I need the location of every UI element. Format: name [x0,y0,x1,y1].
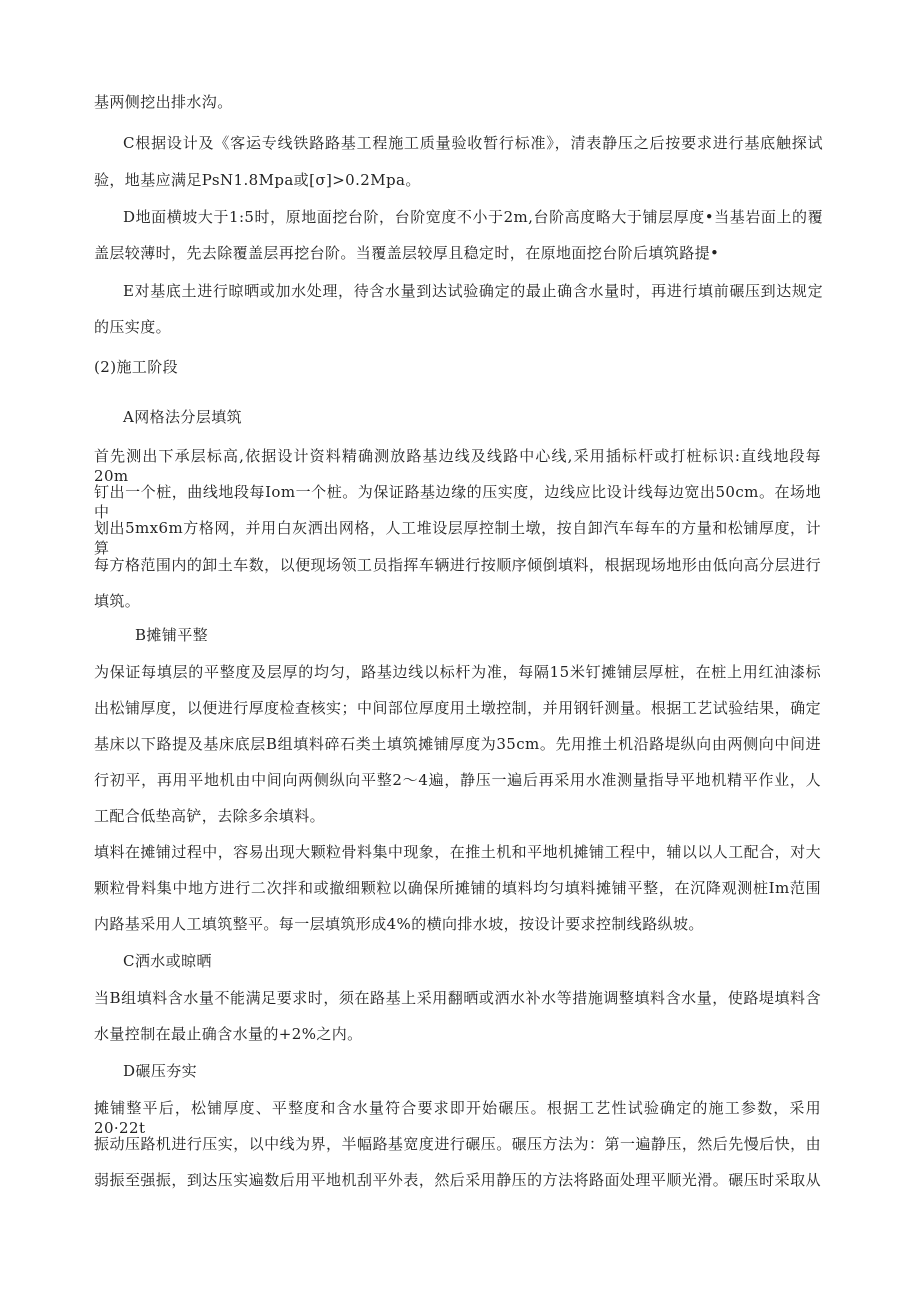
text-line: 当B组填料含水量不能满足要求时，须在路基上采用翻晒或洒水补水等措施调整填料含水量，使路堤填料含 [94,989,821,1007]
subsection-heading: A网格法分层填筑 [123,408,243,426]
text-line: E对基底土进行晾晒或加水处理，待含水量到达试验确定的最止确含水量时，再进行填前碾压到达规定 [123,282,823,300]
text-line: C根据设计及《客运专线铁路路基工程施工质量验收暂行标准》，清表静压之后按要求进行基底触探试 [123,134,823,152]
text-line: 振动压路机进行压实，以中线为界，半幅路基宽度进行碾压。碾压方法为：第一遍静压，然后先慢后快，由 [94,1135,821,1153]
text-line: 每方格范围内的卸土车数，以便现场领工员指挥车辆进行按顺序倾倒填料，根据现场地形由低向高分层进行 [94,556,821,574]
text-line: 基两侧挖出排水沟。 [94,93,233,111]
subsection-heading: D碾压夯实 [123,1062,198,1080]
text-line: 的压实度。 [94,318,172,336]
text-line: 钉出一个桩，曲线地段每Iom一个桩。为保证路基边缘的压实度，边线应比设计线每边宽出50cm。在场地中 [94,483,821,521]
text-line: 验，地基应满足PsN1.8Mpa或[σ]>0.2Mpa。 [94,171,421,189]
text-line: 首先测出下承层标高,依据设计资料精确测放路基边线及线路中心线,采用插标杆或打桩标识:直线地段每20m [94,447,821,485]
section-heading: (2)施工阶段 [94,358,179,376]
text-line: 出松铺厚度，以便进行厚度检查核实；中间部位厚度用土墩控制，并用钢钎测量。根据工艺试验结果，确定 [94,699,821,717]
text-line: 填筑。 [94,592,141,610]
text-line: 颗粒骨料集中地方进行二次拌和或撤细颗粒以确保所摊铺的填料均匀填料摊铺平整，在沉降观测桩Im范围 [94,879,821,897]
text-line: 基床以下路提及基床底层B组填料碎石类土填筑摊铺厚度为35cm。先用推土机沿路堤纵向由两侧向中间进 [94,735,821,753]
text-line: 盖层较薄时，先去除覆盖层再挖台阶。当覆盖层较厚且稳定时，在原地面挖台阶后填筑路提• [94,244,720,262]
text-line: 行初平，再用平地机由中间向两侧纵向平整2～4遍，静压一遍后再采用水准测量指导平地机精平作业，人 [94,771,821,789]
text-line: 弱振至强振，到达压实遍数后用平地机刮平外表，然后采用静压的方法将路面处理平顺光滑。碾压时采取从 [94,1171,821,1189]
subsection-heading: B摊铺平整 [135,626,209,644]
text-line: D地面横坡大于1:5时，原地面挖台阶，台阶宽度不小于2m,台阶高度略大于铺层厚度•当基岩面上的覆 [123,208,823,226]
text-line: 内路基采用人工填筑整平。每一层填筑形成4%的横向排水坡，按设计要求控制线路纵坡。 [94,915,704,933]
text-line: 为保证每填层的平整度及层厚的均匀，路基边线以标杆为准，每隔15米钉摊铺层厚桩，在桩上用红油漆标 [94,663,821,681]
text-line: 摊铺整平后，松铺厚度、平整度和含水量符合要求即开始碾压。根据工艺性试验确定的施工参数，采用20·22t [94,1099,821,1137]
text-line: 划出5mx6m方格网，并用白灰洒出网格，人工堆设层厚控制土墩，按自卸汽车每车的方量和松铺厚度，计算 [94,519,821,557]
subsection-heading: C洒水或晾晒 [123,952,212,970]
text-line: 填料在摊铺过程中，容易出现大颗粒骨料集中现象，在推土机和平地机摊铺工程中，辅以以人工配合，对大 [94,843,821,861]
text-line: 水量控制在最止确含水量的+2%之内。 [94,1025,363,1043]
text-line: 工配合低垫高铲，去除多余填料。 [94,807,326,825]
